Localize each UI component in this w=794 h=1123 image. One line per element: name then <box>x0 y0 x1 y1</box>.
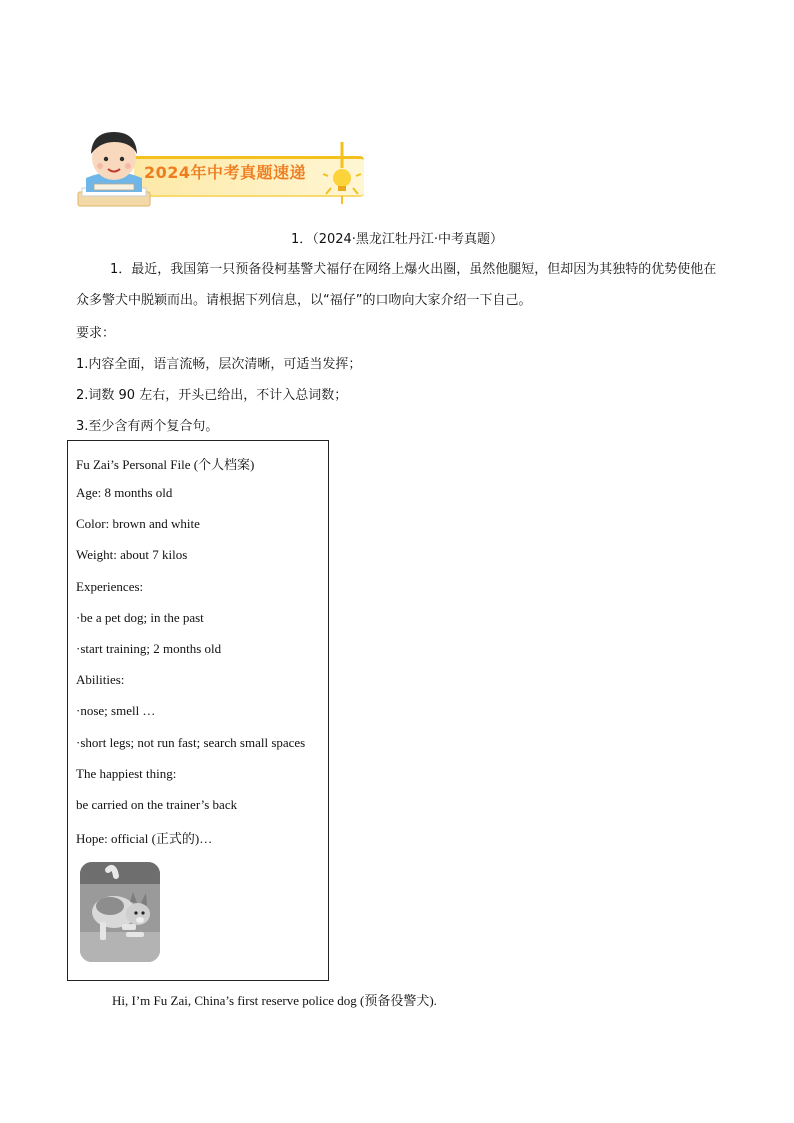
file-title: Fu Zai’s Personal File (个人档案) <box>76 457 255 472</box>
corgi-dog-icon <box>80 862 160 962</box>
question-prompt: 1．最近，我国第一只预备役柯基警犬福仔在网络上爆火出圈，虽然他腿短，但却因为其独特的优势使他在众多警犬中脱颖而出。请根据下列信息，以“福仔”的口吻向大家介绍一下自己。 <box>76 262 717 308</box>
banner-title: 2024年中考真题速递 <box>144 163 307 182</box>
file-experience-1: ·be a pet dog; in the past <box>76 610 204 625</box>
file-ability-2: ·short legs; not run fast; search small spaces <box>76 735 306 750</box>
student-reading-icon <box>76 126 156 212</box>
requirement-3: 3.至少含有两个复合句。 <box>76 419 219 434</box>
file-weight: Weight: about 7 kilos <box>76 547 188 562</box>
requirement-2: 2.词数 90 左右，开头已给出，不计入总词数； <box>76 388 348 403</box>
file-experiences-label: Experiences: <box>76 579 144 594</box>
file-ability-1: ·nose; smell … <box>76 703 156 718</box>
file-abilities-label: Abilities: <box>76 672 125 687</box>
file-happiest-value: be carried on the trainer’s back <box>76 797 238 812</box>
requirement-1: 1.内容全面，语言流畅，层次清晰，可适当发挥； <box>76 357 362 372</box>
personal-file-box <box>67 440 329 981</box>
essay-opening-sentence: Hi, I’m Fu Zai, China’s first reserve police dog (预备役警犬). <box>112 993 437 1008</box>
file-age: Age: 8 months old <box>76 485 173 500</box>
question-number: 1．（2024·黑龙江牡丹江·中考真题） <box>290 232 504 247</box>
requirements-title: 要求： <box>76 326 116 341</box>
lightbulb-icon <box>322 142 362 208</box>
file-experience-2: ·start training; 2 months old <box>76 641 222 656</box>
file-happiest-label: The happiest thing: <box>76 766 177 781</box>
corgi-photo <box>80 862 160 962</box>
file-hope: Hope: official (正式的)… <box>76 831 213 846</box>
section-banner <box>76 126 366 212</box>
file-color: Color: brown and white <box>76 516 200 531</box>
